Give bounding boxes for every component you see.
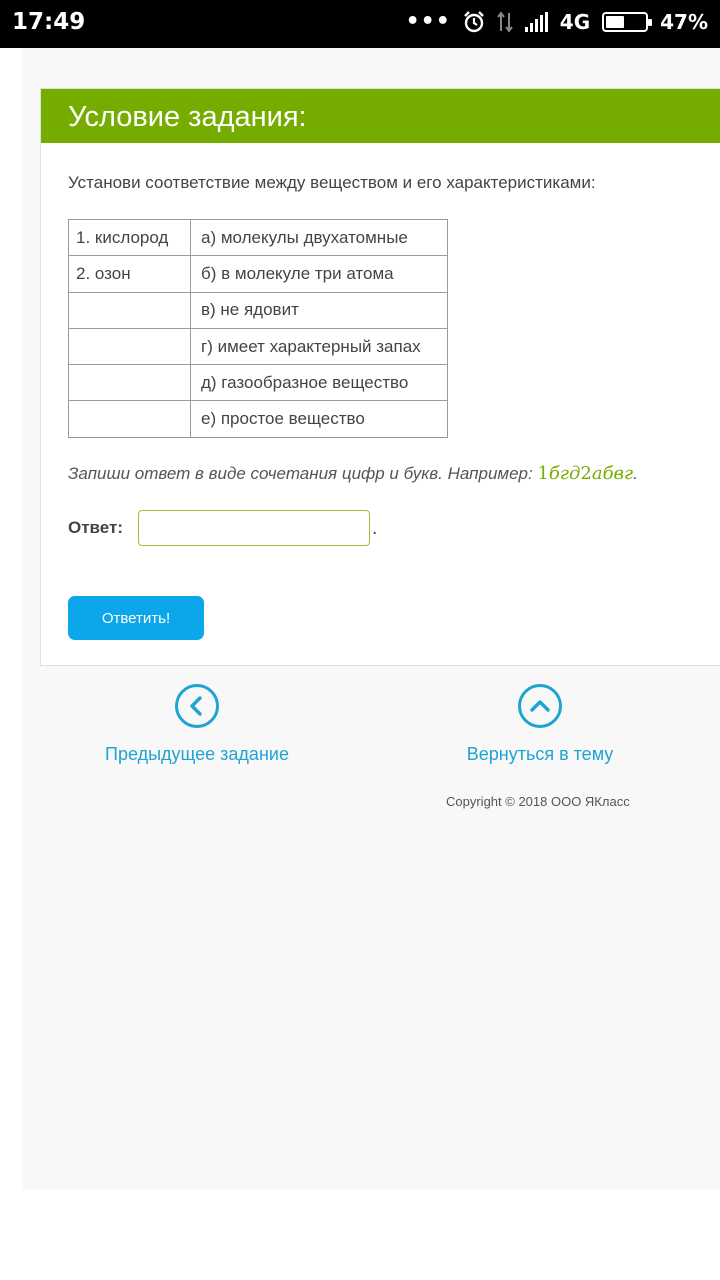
previous-task-label: Предыдущее задание	[105, 744, 289, 764]
previous-task-link[interactable]	[102, 684, 292, 765]
answer-label: Ответ:	[68, 518, 123, 537]
property-cell: е) простое вещество	[191, 401, 448, 437]
battery-level-fill	[606, 16, 624, 28]
substance-cell: 2. озон	[69, 256, 191, 292]
back-to-topic-link[interactable]	[452, 684, 628, 765]
status-bar	[0, 0, 720, 48]
table-row	[69, 256, 448, 292]
status-time: 17:49	[12, 9, 86, 35]
substance-cell	[69, 401, 191, 437]
alarm-icon	[463, 11, 485, 33]
property-cell: а) молекулы двухатомные	[191, 220, 448, 256]
table-row	[69, 220, 448, 256]
substance-cell: 1. кислород	[69, 220, 191, 256]
data-transfer-icon	[497, 11, 513, 33]
table-row	[69, 328, 448, 364]
property-cell: в) не ядовит	[191, 292, 448, 328]
copyright: Copyright © 2018 ООО ЯКласс	[446, 794, 630, 809]
property-cell: б) в молекуле три атома	[191, 256, 448, 292]
example-letters-1: бгд	[548, 463, 581, 484]
back-to-topic-label: Вернуться в тему	[466, 744, 614, 764]
task-card	[40, 88, 720, 666]
task-question: Установи соответствие между веществом и его характеристиками:	[68, 173, 596, 192]
hint-end: .	[633, 464, 638, 483]
network-type: 4G	[559, 9, 591, 34]
substance-cell	[69, 365, 191, 401]
property-cell: д) газообразное вещество	[191, 365, 448, 401]
answer-suffix: .	[372, 519, 378, 539]
hint-example	[537, 463, 633, 484]
notification-dots-icon: •••	[405, 9, 451, 34]
example-digit-1: 1	[537, 463, 549, 484]
signal-strength-icon	[525, 12, 548, 32]
battery-percent: 47%	[660, 9, 708, 34]
example-letters-2: абвг	[591, 463, 634, 484]
matching-table	[68, 219, 448, 438]
submit-answer-button[interactable]: Ответить!	[68, 596, 204, 640]
example-digit-2: 2	[580, 463, 592, 484]
table-row	[69, 365, 448, 401]
hint-text: Запиши ответ в виде сочетания цифр и букв. Например:	[68, 464, 538, 483]
answer-format-hint	[68, 463, 638, 484]
property-cell: г) имеет характерный запах	[191, 328, 448, 364]
answer-input[interactable]	[138, 510, 370, 546]
chevron-left-icon	[175, 684, 219, 728]
task-header: Условие задания:	[41, 89, 720, 143]
status-icons	[406, 9, 708, 34]
chevron-up-icon	[518, 684, 562, 728]
page-content	[22, 48, 720, 1190]
substance-cell	[69, 292, 191, 328]
battery-icon	[602, 12, 648, 32]
substance-cell	[69, 328, 191, 364]
table-row	[69, 401, 448, 437]
table-row	[69, 292, 448, 328]
